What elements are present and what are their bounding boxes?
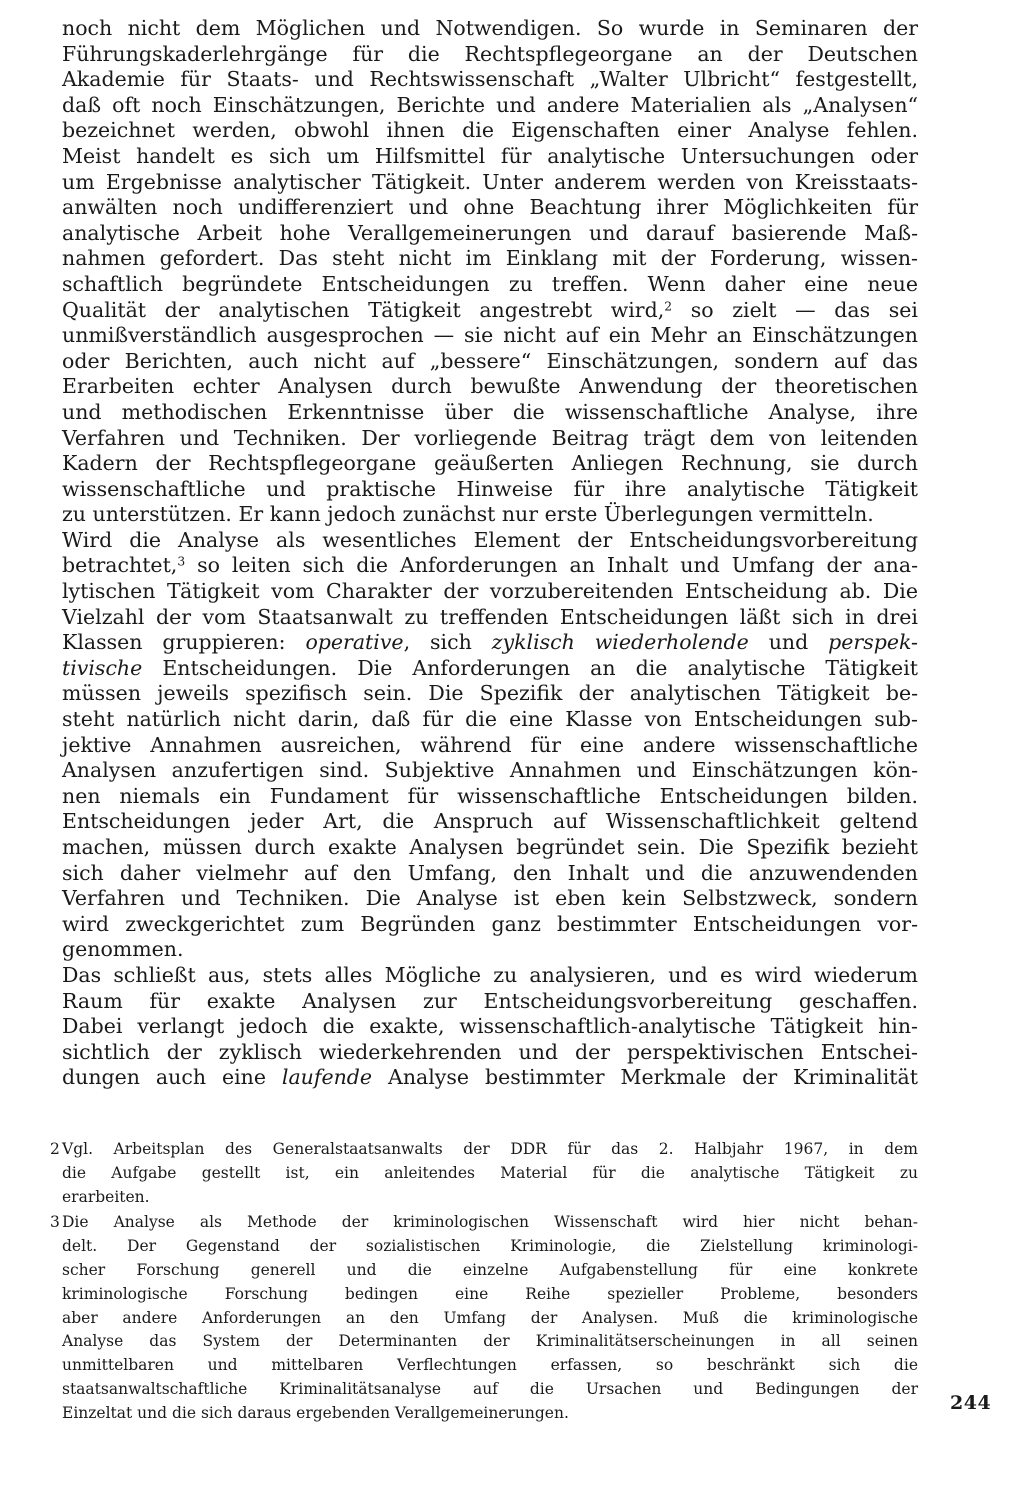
text-segment: so leiten sich die Anforderungen an Inhalt und Umfang der ana- [185, 553, 918, 578]
footnote-line [50, 1211, 918, 1235]
footnote-line: staatsanwaltschaftliche Kriminalitätsanalyse auf die Ursachen und Bedingungen der [62, 1379, 918, 1398]
text-segment: Qualität der analytischen Tätigkeit angestrebt wird, [62, 297, 665, 322]
text-line: steht natürlich nicht darin, daß für die eine Klasse von Entscheidungen sub- [62, 707, 918, 732]
text-line: anwälten noch undifferenziert und ohne Beachtung ihrer Möglichkeiten für [62, 195, 918, 220]
text-segment: , sich [403, 630, 472, 655]
text-segment: Klassen gruppieren: [62, 630, 286, 655]
footnote-line [50, 1138, 918, 1162]
emphasis-zyklisch: zyklisch wiederholende [491, 630, 749, 655]
text-line [62, 630, 918, 656]
footnote-number: 2 [50, 1140, 60, 1158]
footnote-number: 3 [50, 1213, 60, 1232]
emphasis-perspektivisch-cont: tivische [62, 655, 143, 680]
text-line: noch nicht dem Möglichen und Notwendigen. So wurde in Seminaren der [62, 16, 918, 40]
text-line: Entscheidungen jeder Art, die Anspruch auf Wissenschaftlichkeit geltend [62, 809, 918, 834]
text-segment: betrachtet, [62, 553, 178, 578]
text-line: unmißverständlich ausgesprochen — sie nicht auf ein Mehr an Einschätzungen [62, 323, 918, 348]
text-line: müssen jeweils spezifisch sein. Die Spezifik der analytischen Tätigkeit be- [62, 681, 918, 706]
body-text [62, 16, 918, 1091]
text-line: oder Berichten, auch nicht auf „bessere“ Einschätzungen, sondern auf das [62, 348, 918, 373]
footnote-ref-2: 2 [664, 298, 673, 313]
text-line: Vielzahl der vom Staatsanwalt zu treffenden Entscheidungen läßt sich in drei [62, 604, 918, 629]
text-line: Führungskaderlehrgänge für die Rechtspflegeorgane an der Deutschen [62, 41, 918, 66]
text-line: Dabei verlangt jedoch die exakte, wissenschaftlich-analytische Tätigkeit hin- [62, 1014, 918, 1039]
text-line [62, 553, 918, 579]
text-line: Akademie für Staats- und Rechtswissenschaft „Walter Ulbricht“ festgestellt, [62, 67, 918, 92]
text-line: wird zweckgerichtet zum Begründen ganz bestimmter Entscheidungen vor- [62, 911, 918, 936]
footnote-line: erarbeiten. [62, 1187, 150, 1206]
footnote-line: aber andere Anforderungen an den Umfang der Analysen. Muß die kriminologische [62, 1308, 918, 1327]
text-line: sich daher vielmehr auf den Umfang, den Inhalt und die anzuwendenden [62, 860, 918, 885]
page-number: 244 [950, 1392, 992, 1414]
text-line: und methodischen Erkenntnisse über die wissenschaftliche Analyse, ihre [62, 399, 918, 424]
text-line: Verfahren und Techniken. Die Analyse ist eben kein Selbstzweck, sondern [62, 886, 918, 911]
text-line: bezeichnet werden, obwohl ihnen die Eigenschaften einer Analyse fehlen. [62, 118, 918, 143]
text-line: Meist handelt es sich um Hilfsmittel für analytische Untersuchungen oder [62, 143, 918, 168]
text-line: daß oft noch Einschätzungen, Berichte und andere Materialien als „Analysen“ [62, 92, 918, 117]
footnote-text: Vgl. Arbeitsplan des Generalstaatsanwalts der DDR für das 2. Halbjahr 1967, in dem [62, 1140, 918, 1158]
footnote-line: delt. Der Gegenstand der sozialistischen Kriminologie, die Zielstellung kriminologi- [62, 1237, 918, 1256]
footnote-line: scher Forschung generell und die einzelne Aufgabenstellung für eine konkrete [62, 1260, 918, 1279]
text-segment: dungen auch eine [62, 1065, 266, 1090]
footnote-line: kriminologische Forschung bedingen eine Reihe spezieller Probleme, besonders [62, 1284, 918, 1303]
text-line: Verfahren und Techniken. Der vorliegende Beitrag trägt dem von leitenden [62, 425, 918, 450]
footnotes [50, 1138, 918, 1428]
text-line: analytische Arbeit hohe Verallgemeinerungen und darauf basierende Maß- [62, 220, 918, 245]
text-line [62, 1065, 918, 1091]
text-line [62, 656, 918, 682]
footnote-2 [50, 1138, 918, 1209]
emphasis-operative: operative [305, 630, 404, 655]
footnote-line: Analyse das System der Determinanten der Kriminalitätserscheinungen in all seinen [62, 1332, 918, 1351]
text-line: sichtlich der zyklisch wiederkehrenden und der perspektivischen Entschei- [62, 1039, 918, 1064]
text-line: nen niemals ein Fundament für wissenschaftliche Entscheidungen bilden. [62, 783, 918, 808]
footnote-line: Einzeltat und die sich daraus ergebenden Verallgemeinerungen. [62, 1403, 569, 1422]
text-line: schaftlich begründete Entscheidungen zu treffen. Wenn daher eine neue [62, 271, 918, 296]
text-segment: und [768, 630, 809, 655]
text-line: wissenschaftliche und praktische Hinweise für ihre analytische Tätigkeit [62, 476, 918, 501]
text-line: lytischen Tätigkeit vom Charakter der vorzubereitenden Entscheidung ab. Die [62, 579, 918, 604]
text-segment: Entscheidungen. Die Anforderungen an die analytische Tätigkeit [162, 655, 918, 680]
text-line: Kadern der Rechtspflegeorgane geäußerten Anliegen Rechnung, sie durch [62, 451, 918, 476]
emphasis-perspektivisch: perspek- [828, 630, 918, 655]
text-line: jektive Annahmen ausreichen, während für eine andere wissenschaftliche [62, 732, 918, 757]
footnote-line: die Aufgabe gestellt ist, ein anleitendes Material für die analytische Tätigkeit zu [62, 1163, 918, 1182]
text-line: nahmen gefordert. Das steht nicht im Einklang mit der Forderung, wissen- [62, 246, 918, 271]
footnote-text: Die Analyse als Methode der kriminologischen Wissenschaft wird hier nicht behan- [62, 1213, 918, 1232]
text-line: um Ergebnisse analytischer Tätigkeit. Unter anderem werden von Kreisstaats- [62, 169, 918, 194]
text-segment: Analyse bestimmter Merkmale der Kriminalität [388, 1065, 918, 1090]
footnote-ref-3: 3 [177, 554, 186, 569]
text-line [62, 298, 918, 324]
emphasis-laufende: laufende [281, 1065, 373, 1090]
text-line: machen, müssen durch exakte Analysen begründet sein. Die Spezifik bezieht [62, 835, 918, 859]
text-line: Raum für exakte Analysen zur Entscheidungsvorbereitung geschaffen. [62, 988, 918, 1013]
footnote-3 [50, 1211, 918, 1425]
text-line: Erarbeiten echter Analysen durch bewußte Anwendung der theoretischen [62, 374, 918, 399]
footnote-line: unmittelbaren und mittelbaren Verflechtungen erfassen, so beschränkt sich die [62, 1356, 918, 1375]
text-segment: so zielt — das sei [672, 297, 918, 322]
text-line: Das schließt aus, stets alles Mögliche zu analysieren, und es wird wiederum [62, 962, 918, 987]
text-line: Wird die Analyse als wesentliches Element der Entscheidungsvorbereitung [62, 527, 918, 552]
text-line: zu unterstützen. Er kann jedoch zunächst nur erste Überlegungen vermitteln. [62, 502, 874, 527]
text-line: genommen. [62, 937, 184, 962]
text-line: Analysen anzufertigen sind. Subjektive Annahmen und Einschätzungen kön- [62, 758, 918, 783]
